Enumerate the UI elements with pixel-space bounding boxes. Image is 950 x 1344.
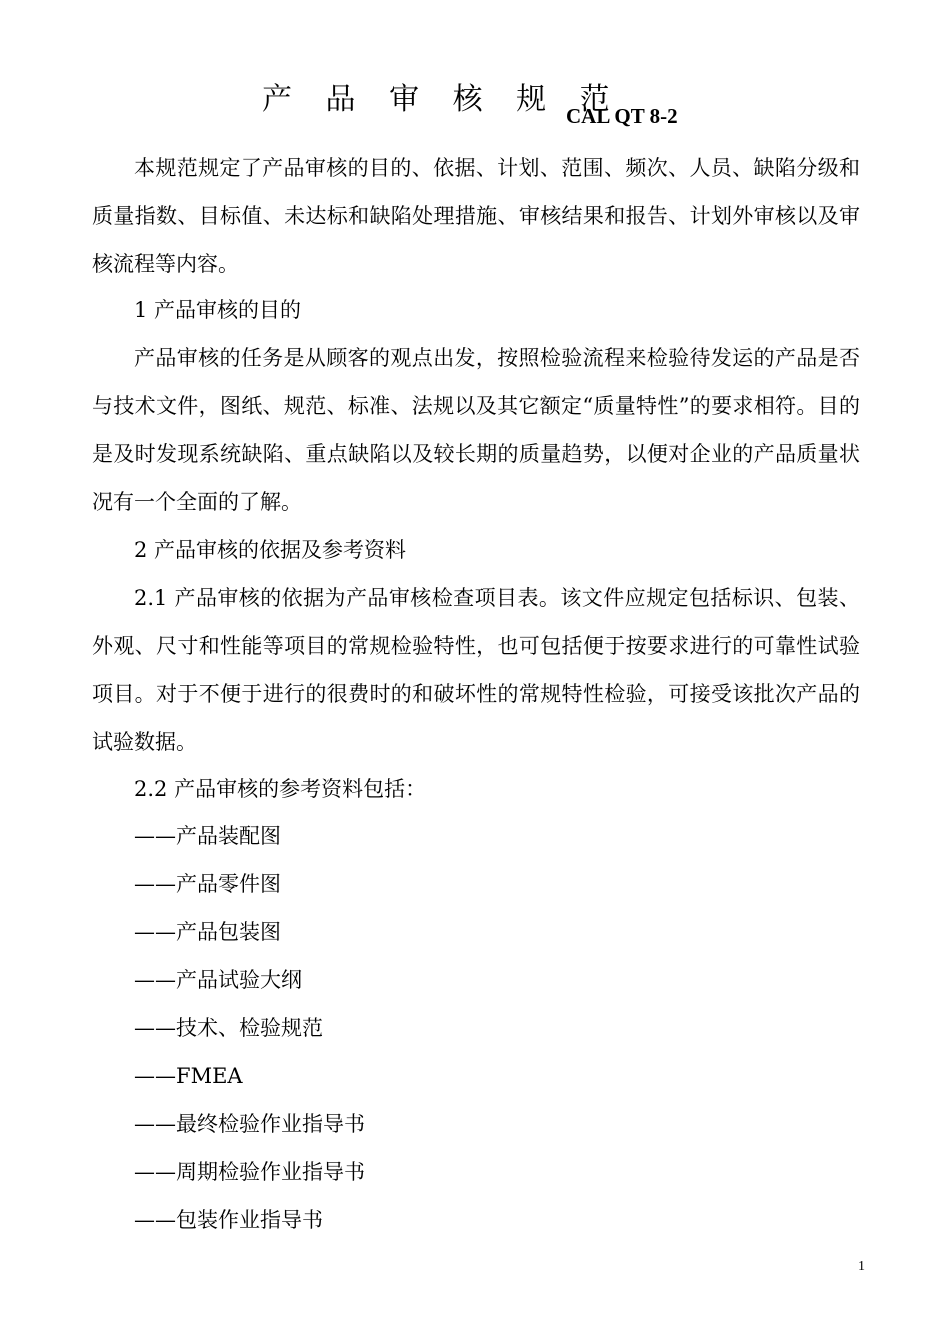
section-2-1-paragraph: 2.1 产品审核的依据为产品审核检查项目表。该文件应规定包括标识、包装、外观、尺寸和性能等项目的常规检验特性，也可包括便于按要求进行的可靠性试验项目。对于不便于进行的很费时的和破坏性的常规特性检验，可接受该批次产品的试验数据。 bbox=[92, 586, 860, 754]
reference-item-assembly-drawing: ——产品装配图 bbox=[134, 824, 281, 848]
section-2-2-heading: 2.2 产品审核的参考资料包括： bbox=[134, 777, 427, 801]
reference-item-technical-specs: ——技术、检验规范 bbox=[134, 1016, 323, 1040]
intro-paragraph: 本规范规定了产品审核的目的、依据、计划、范围、频次、人员、缺陷分级和质量指数、目标值、未达标和缺陷处理措施、审核结果和报告、计划外审核以及审核流程等内容。 bbox=[92, 156, 860, 276]
reference-item-test-outline: ——产品试验大纲 bbox=[134, 968, 302, 992]
reference-item-final-inspection-guide: ——最终检验作业指导书 bbox=[134, 1112, 365, 1136]
reference-item-periodic-inspection-guide: ——周期检验作业指导书 bbox=[134, 1160, 365, 1184]
page-number: 1 bbox=[858, 1259, 865, 1274]
reference-item-part-drawing: ——产品零件图 bbox=[134, 872, 281, 896]
section-1-heading: 1 产品审核的目的 bbox=[134, 298, 302, 322]
document-title: 产 品 审 核 规 范 bbox=[262, 82, 622, 117]
section-1-paragraph: 产品审核的任务是从顾客的观点出发，按照检验流程来检验待发运的产品是否与技术文件，图纸、规范、标准、法规以及其它额定“质量特性”的要求相符。目的是及时发现系统缺陷、重点缺陷以及较长期的质量趋势，以便对企业的产品质量状况有一个全面的了解。 bbox=[92, 346, 860, 514]
reference-item-fmea: ——FMEA bbox=[134, 1064, 243, 1088]
document-code: CAL QT 8-2 bbox=[566, 104, 678, 128]
reference-item-packaging-guide: ——包装作业指导书 bbox=[134, 1208, 323, 1232]
section-2-heading: 2 产品审核的依据及参考资料 bbox=[134, 538, 407, 562]
reference-item-packaging-drawing: ——产品包装图 bbox=[134, 920, 281, 944]
